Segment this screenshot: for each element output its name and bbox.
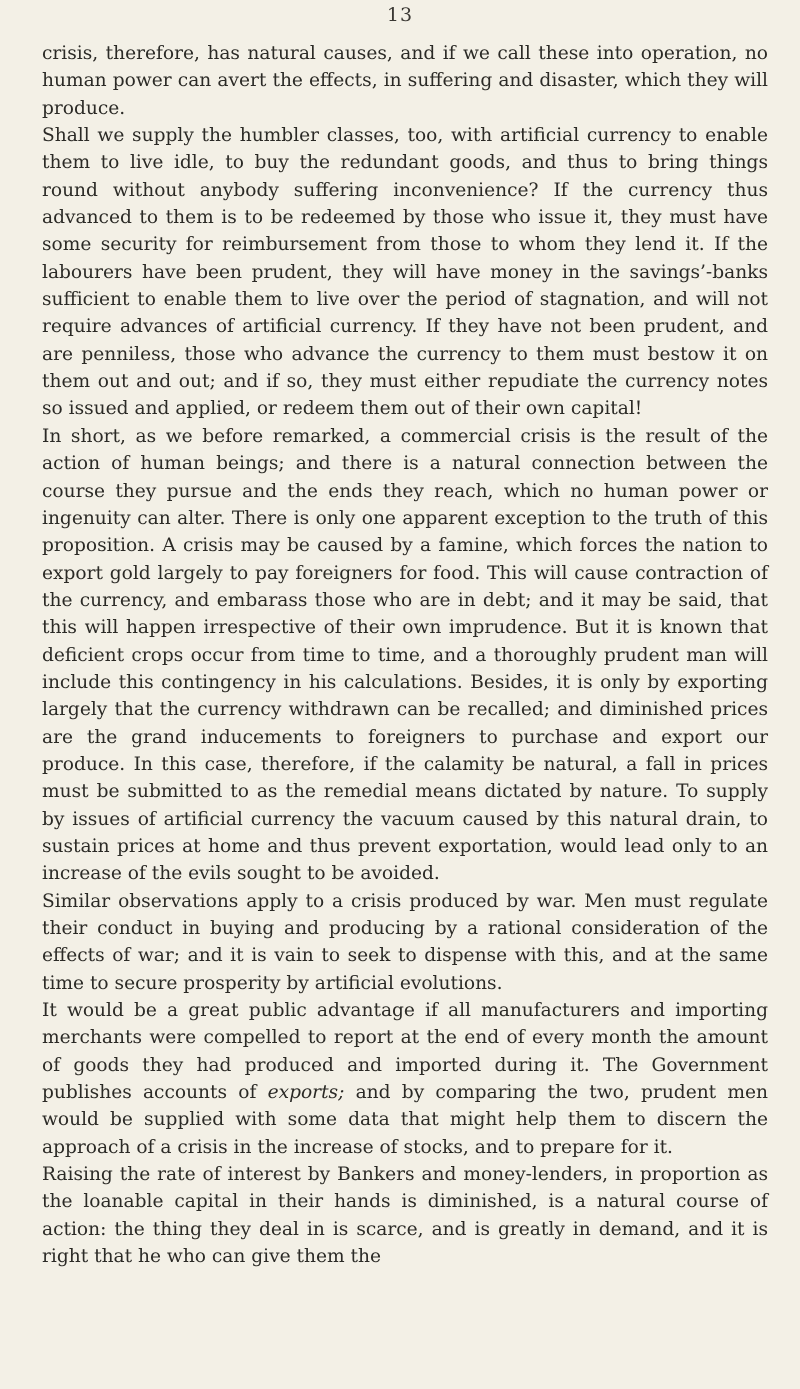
paragraph: Shall we supply the humbler classes, too, with artificial currency to enable them to live idle, to buy the redundant goods, and thus to bring things round without anybody suffering inconvenience? If the currency thus advanced to them is to be redeemed by those who issue it, they must have some security for reimbursement from those to whom they lend it. If the labourers have been prudent, they will have money in the savings’-banks sufficient to enable them to live over the period of stagnation, and will not require advances of artificial currency. If they have not been prudent, and are penniless, those who advance the currency to them must bestow it on them out and out; and if so, they must either repudiate the currency notes so issued and applied, or redeem them out of their own capital!	[42, 125, 768, 420]
paragraph: Similar observations apply to a crisis produced by war. Men must regulate their conduct in buying and producing by a rational consideration of the effects of war; and it is vain to seek to dispense with this, and at the same time to secure prosperity by artificial evolutions.	[42, 890, 768, 994]
italic-word: exports;	[267, 1082, 345, 1104]
body-text	[42, 40, 768, 1270]
page-number: 13	[386, 4, 414, 26]
paragraph: It would be a great public advantage if all manufacturers and importing merchants were compelled to report at the end of every month the amount of goods they had produced and imported during it. The Government publishes accounts of exports; and by comparing the two, prudent men would be supplied with some data that might help them to discern the approach of a crisis in the increase of stocks, and to prepare for it.	[42, 1000, 768, 1158]
paragraph: Raising the rate of interest by Bankers and money-lenders, in proportion as the loanable capital in their hands is diminished, is a natural course of action: the thing they deal in is scarce, and is greatly in demand, and it is right that he who can give them the	[42, 1164, 768, 1268]
paragraph: crisis, therefore, has natural causes, and if we call these into operation, no human power can avert the effects, in suffering and disaster, which they will produce.	[42, 43, 768, 119]
paragraph: In short, as we before remarked, a commercial crisis is the result of the action of human beings; and there is a natural connection between the course they pursue and the ends they reach, which no human power or ingenuity can alter. There is only one apparent exception to the truth of this proposition. A crisis may be caused by a famine, which forces the nation to export gold largely to pay foreigners for food. This will cause contraction of the currency, and embarass those who are in debt; and it may be said, that this will happen irrespective of their own imprudence. But it is known that deficient crops occur from time to time, and a thoroughly prudent man will include this contingency in his calculations. Besides, it is only by exporting largely that the currency withdrawn can be recalled; and diminished prices are the grand inducements to foreigners to purchase and export our produce. In this case, therefore, if the calamity be natural, a fall in prices must be submitted to as the remedial means dictated by nature. To supply by issues of artificial currency the vacuum caused by this natural drain, to sustain prices at home and thus prevent exportation, would lead only to an increase of the evils sought to be avoided.	[42, 425, 768, 885]
